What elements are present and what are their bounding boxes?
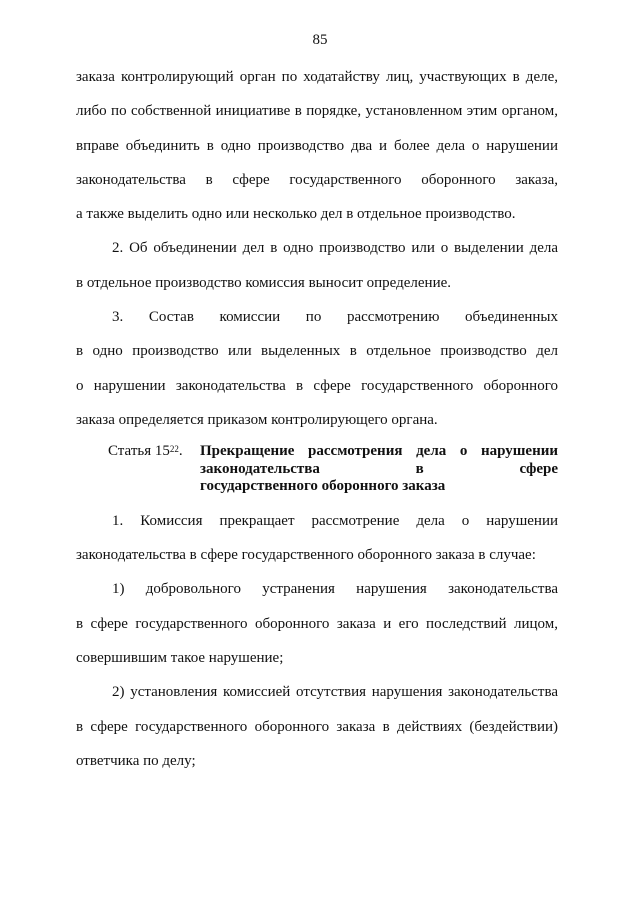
page-number: 85 (312, 32, 328, 48)
text-line: в сфере государственного оборонного заказа и его последствий лицом, (76, 615, 558, 632)
text-line: 2. Об объединении дел в одно производство или о выделении дела (112, 240, 558, 257)
article-number: Статья 15 (108, 443, 170, 460)
text-line: 1) добровольного устранения нарушения законодательства (112, 581, 558, 598)
paragraph-item-1 (76, 504, 558, 573)
text-line: а также выделить одно или несколько дел в отдельное производство. (76, 206, 516, 223)
text-line: о нарушении законодательства в сфере государственного оборонного (76, 377, 558, 394)
article-superscript: 22 (169, 444, 179, 455)
subitem-2 (76, 675, 558, 778)
text-line: законодательства в сфере государственного оборонного заказа в случае: (76, 547, 536, 564)
text-line: 1. Комиссия прекращает рассмотрение дела о нарушении (112, 512, 558, 529)
text-line: ответчика по делу; (76, 752, 196, 769)
paragraph-item-2 (76, 231, 558, 300)
paragraph-item-3 (76, 300, 558, 437)
text-line: либо по собственной инициативе в порядке, установленном этим органом, (76, 103, 558, 120)
text-line: заказа определяется приказом контролирующего органа. (76, 411, 438, 428)
text-line: 3. Состав комиссии по рассмотрению объединенных (112, 309, 558, 326)
text-line: законодательства в сфере государственного оборонного заказа, (76, 171, 558, 188)
article-title-line: государственного оборонного заказа (200, 478, 446, 495)
text-line: в сфере государственного оборонного заказа в действиях (бездействии) (76, 718, 558, 735)
article-title-line: законодательства в сфере (200, 460, 558, 477)
article-dot: . (178, 443, 183, 460)
text-line: вправе объединить в одно производство два и более дела о нарушении (76, 137, 558, 154)
text-line: совершившим такое нарушение; (76, 649, 284, 666)
paragraph-continuation (76, 60, 558, 231)
text-line: в отдельное производство комиссия выносит определение. (76, 274, 452, 291)
text-line: заказа контролирующий орган по ходатайству лиц, участвующих в деле, (76, 69, 558, 85)
article-title-line: Прекращение рассмотрения дела о нарушении (200, 443, 558, 460)
article-label (76, 443, 200, 496)
subitem-1 (76, 572, 558, 675)
text-line: 2) установления комиссией отсутствия нарушения законодательства (112, 684, 558, 701)
document-body (76, 60, 558, 778)
text-line: в одно производство или выделенных в отдельное производство дел (76, 343, 558, 360)
article-heading (76, 443, 558, 496)
article-title (200, 443, 558, 496)
